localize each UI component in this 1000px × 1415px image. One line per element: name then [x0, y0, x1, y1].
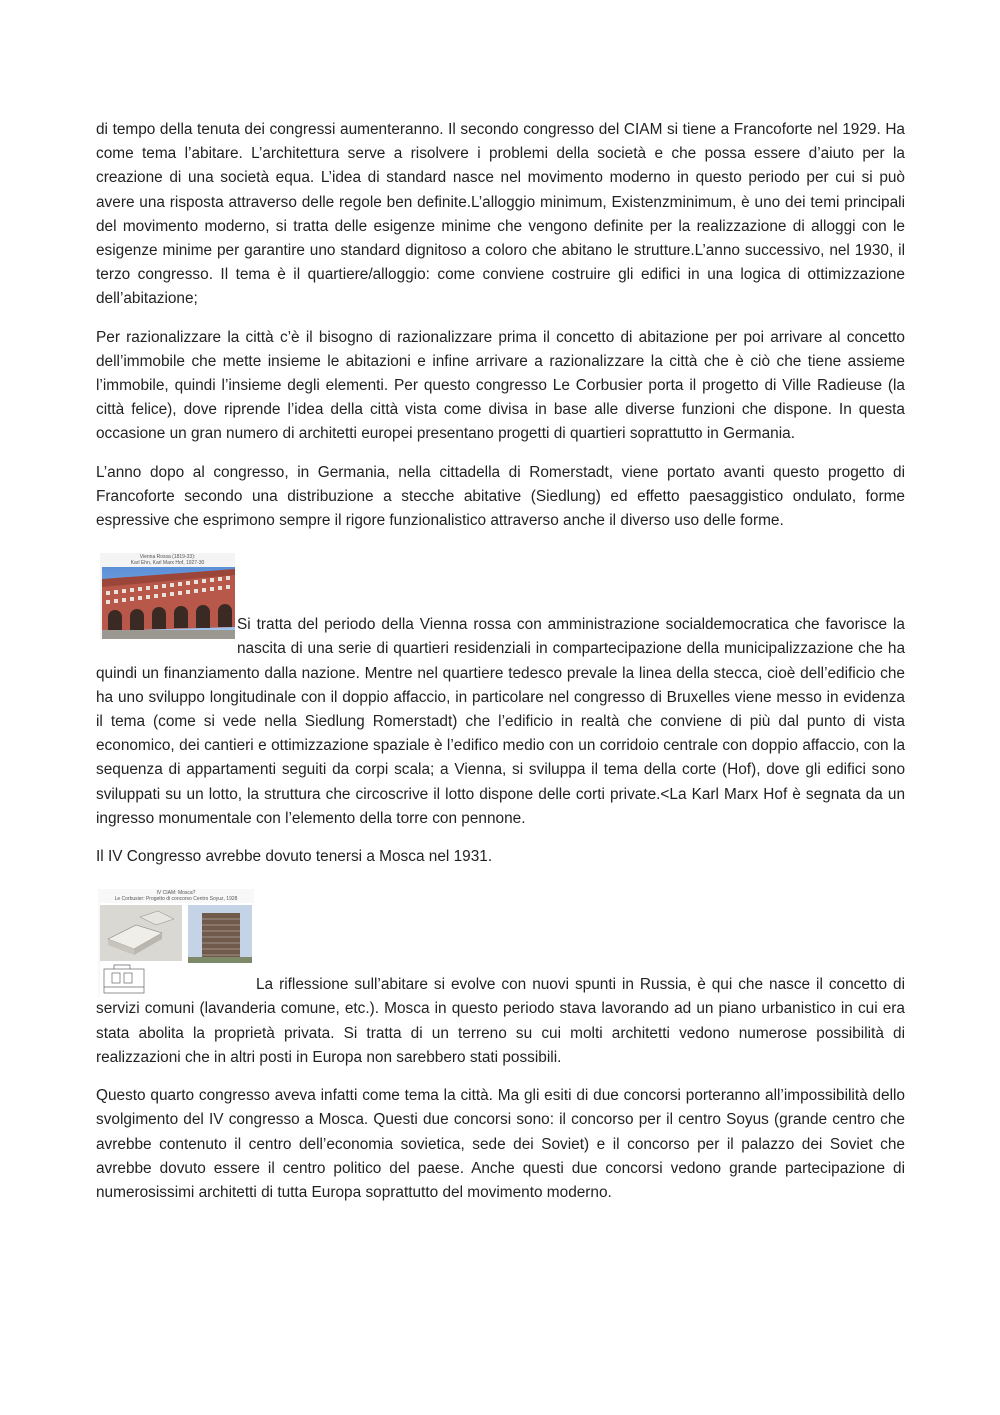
- paragraph: di tempo della tenuta dei congressi aumenteranno. Il secondo congresso del CIAM si tiene a Francoforte nel 1929. Ha come tema l’abitare. L’architettura serve a risolvere i problemi della società e che possa essere d’aiuto per la creazione di una società equa. L’idea di standard nasce nel movimento moderno in questo periodo per cui si può avere una risposta attraverso delle regole ben definite.L’alloggio minimum, Existenzminimum, è uno dei temi principali del movimento moderno, si tratta delle esigenze minime che vengono definite per la realizzazione di alloggi con le esigenze minime per garantire uno standard dignitoso a coloro che abitano le strutture.L’anno successivo, nel 1930, il terzo congresso. Il tema è il quartiere/alloggio: come conviene costruire gli edifici in una logica di ottimizzazione dell’abitazione;: [96, 121, 905, 308]
- paragraph: Si tratta del periodo della Vienna rossa con amministrazione socialdemocratica che favorisce la nascita di una serie di quartieri residenziali in compartecipazione della municipalizzazione che ha quindi un finanziamento dalla nazione. Mentre nel quartiere tedesco prevale la linea della stecca, cioè dell’edificio che ha uno sviluppo longitudinale con il doppio affaccio, in particolare nel congresso di Bruxelles viene messo in evidenza il tema (come si vede nella Siedlung Romerstadt) che l’edificio in realtà che conviene di più dal punto di vista economico, dei cantieri e ottimizzazione spaziale è l’edifico medio con un corridoio centrale con doppio affaccio, con la sequenza di appartamenti seguiti da corpi scala; a Vienna, si sviluppa il tema della corte (Hof), dove gli edifici sono sviluppati su un lotto, la struttura che circoscrive il lotto dispone delle corti private.<La Karl Marx Hof è segnata da un ingresso monumentale con l’elemento della torre con pennone.: [96, 616, 905, 827]
- paragraph: La riflessione sull’abitare si evolve con nuovi spunti in Russia, è qui che nasce il concetto di servizi comuni (lavanderia comune, etc.). Mosca in questo periodo stava lavorando ad un piano urbanistico in cui era stata abolita la proprietà privata. Si tratta di un terreno su cui molti architetti vedono numerose possibilità di realizzazioni che in altri posti in Europa non sarebbero stati possibili.: [96, 976, 905, 1066]
- document-page: [96, 118, 905, 1219]
- centro-soyuz-figure: [98, 889, 254, 997]
- centro-soyuz-images: [100, 903, 254, 997]
- paragraph-with-figure: [96, 547, 905, 845]
- karl-marx-hof-figure: [100, 553, 235, 639]
- figure-caption: Vienna Rossa (1819-33): Karl Ehn, Karl Marx Hof, 1927-30: [130, 554, 205, 567]
- paragraph: L’anno dopo al congresso, in Germania, nella cittadella di Romerstadt, viene portato avanti questo progetto di Francoforte secondo una distribuzione a stecche abitative (Siedlung) ed effetto paesaggistico ondulato, forme espressive che esprimono sempre il rigore funzionalistico attraverso anche il diverso uso delle forme.: [96, 463, 905, 530]
- paragraph: Per razionalizzare la città c’è il bisogno di razionalizzare prima il concetto di abitazione per poi arrivare al concetto dell’immobile che mette insieme le abitazioni e infine arrivare a razionalizzare la città che è ciò che tiene assieme l’immobile, quindi l’insieme degli elementi. Per questo congresso Le Corbusier porta il progetto di Ville Radieuse (la città felice), dove riprende l’idea della città vista come divisa in base alle diverse funzioni che dispone. In questa occasione un gran numero di architetti europei presentano progetti di quartieri soprattutto in Germania.: [96, 328, 905, 443]
- paragraph: Questo quarto congresso aveva infatti come tema la città. Ma gli esiti di due concorsi porteranno all’impossibilità dello svolgimento del IV congresso a Mosca. Questi due concorsi sono: il concorso per il centro Soyus (grande centro che avrebbe contenuto il centro dell’economia sovietica, sede dei Soviet) e il concorso per il palazzo dei Soviet che avrebbe dovuto essere il centro politico del paese. Anche questi due concorsi vedono grande partecipazione di numerosissimi architetti di tutta Europa soprattutto del movimento moderno.: [96, 1087, 905, 1201]
- karl-marx-hof-photo: [102, 567, 235, 639]
- paragraph: Il IV Congresso avrebbe dovuto tenersi a Mosca nel 1931.: [96, 848, 493, 866]
- figure-caption: IV CIAM: Mosca? Le Corbusier: Progetto di concorso Centro Soyuz, 1928: [114, 890, 238, 903]
- paragraph-with-figure: [96, 883, 905, 1084]
